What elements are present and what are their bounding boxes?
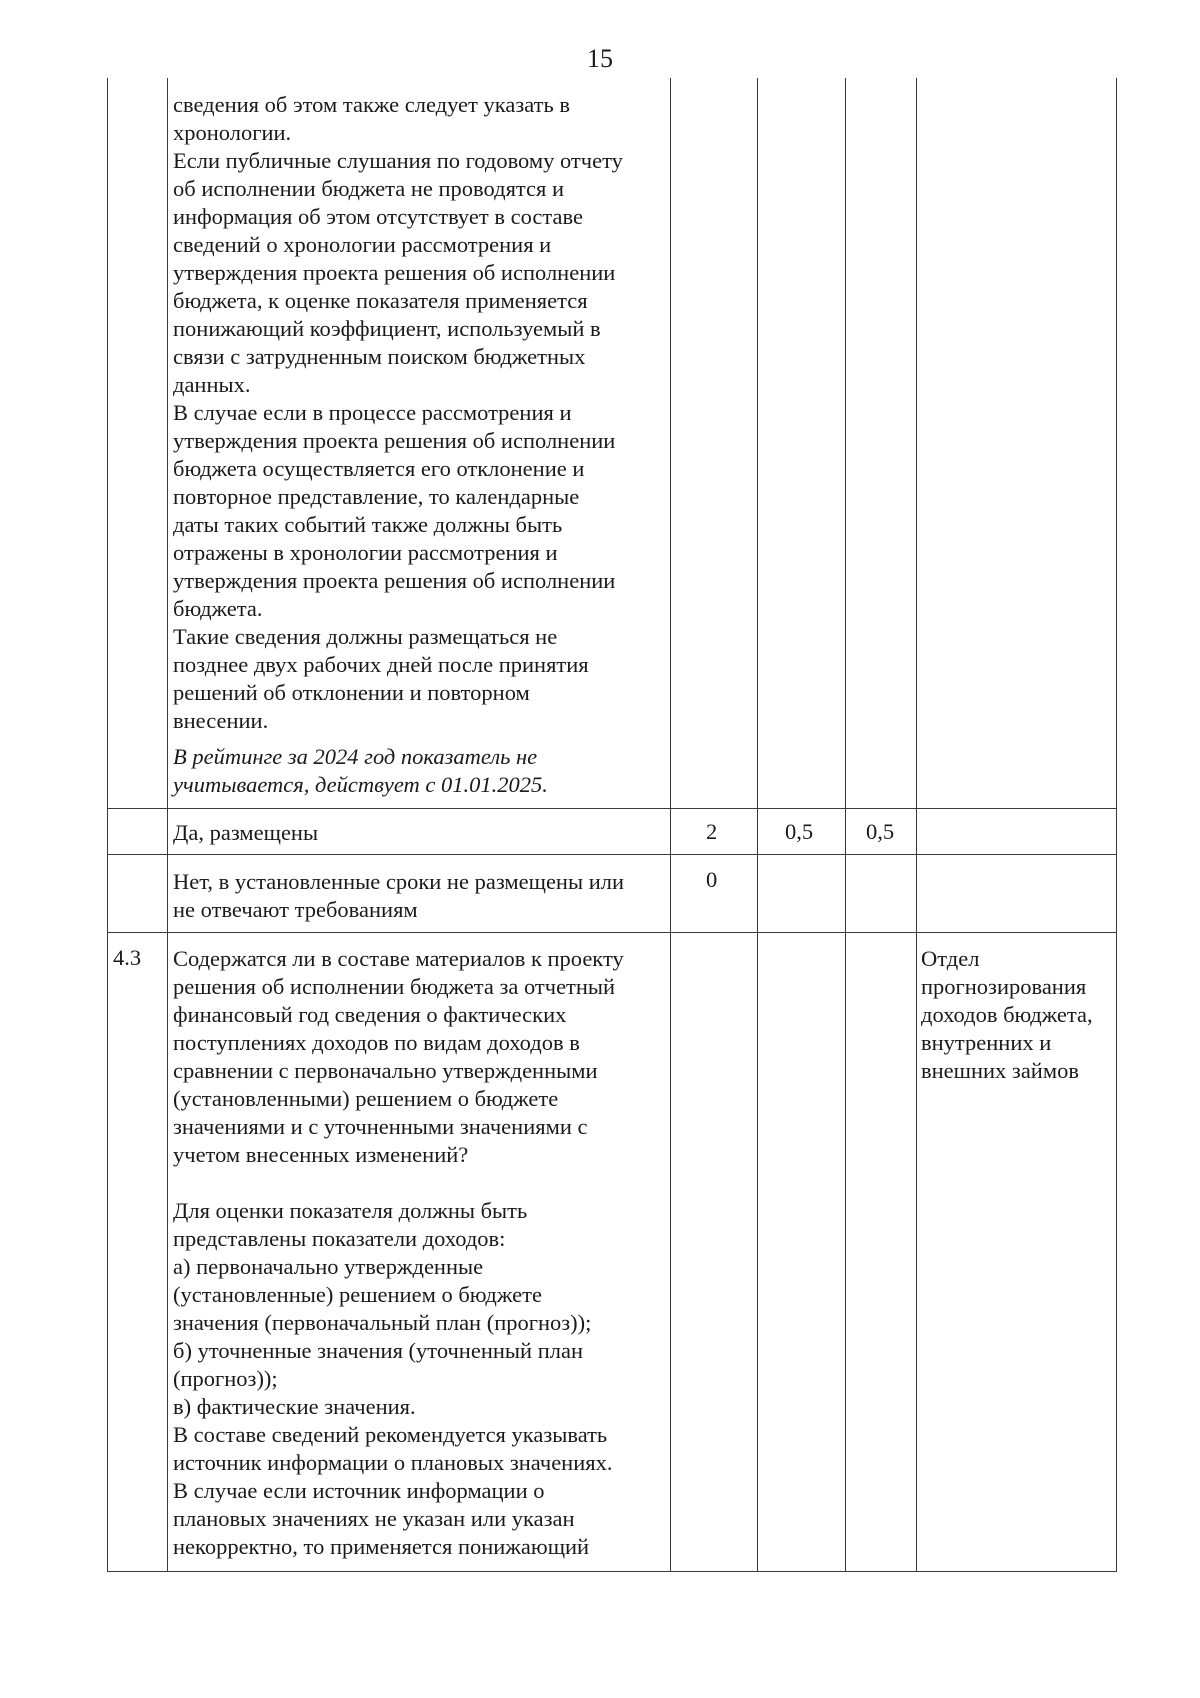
table-column-divider — [167, 78, 168, 1572]
table-column-divider — [670, 78, 671, 1572]
table-column-divider — [916, 78, 917, 1572]
table-column-divider — [757, 78, 758, 1572]
table-border-left — [107, 78, 108, 1572]
coefficient-value: 0,5 — [785, 819, 814, 844]
table-row-divider — [107, 932, 1117, 933]
score-value: 2 — [706, 819, 718, 844]
table-column-divider — [845, 78, 846, 1572]
table-row-divider — [107, 854, 1117, 855]
indicator-note: В рейтинге за 2024 год показатель не учитывается, действует с 01.01.2025. — [173, 744, 548, 797]
coefficient-value: 0,5 — [866, 819, 895, 844]
answer-option-no: Нет, в установленные сроки не размещены или не отвечают требованиям — [173, 869, 625, 922]
table-border-bottom — [107, 1571, 1117, 1572]
table-row-divider — [107, 808, 1117, 809]
table-border-right — [1116, 78, 1117, 1572]
score-value: 0 — [706, 867, 718, 892]
indicator-description: сведения об этом также следует указать в хронологии. Если публичные слушания по годовому отчету об исполнении бюджета не проводятся и информация об этом отсутствует в составе сведений о хронологии рассмотрения и утверждения проекта решения об исполнении бюджета, к оценке показателя применяется понижающий коэффициент, используемый в связи с затрудненным поиском бюджетных данных. В случае если в процессе рассмотрения и утверждения проекта решения об исполнении бюджета осуществляется его отклонение и повторное представление, то календарные даты таких событий также должны быть отражены в хронологии рассмотрения и утверждения проекта решения об исполнении бюджета. Такие сведения должны размещаться не позднее двух рабочих дней после принятия решений об отклонении и повторном внесении. — [173, 92, 623, 733]
indicator-details: Для оценки показателя должны быть представлены показатели доходов: а) первоначально утвержденные (установленные) решением о бюджете значения (первоначальный план (прогноз)); б) уточненные значения (уточненный план (прогноз)); в) фактические значения. В составе сведений рекомендуется указывать источник информации о плановых значениях. В случае если источник информации о плановых значениях не указан или указан некорректно, то применяется понижающий — [173, 1198, 613, 1559]
answer-option-yes: Да, размещены — [173, 820, 319, 845]
indicator-number: 4.3 — [113, 945, 142, 970]
indicator-question: Содержатся ли в составе материалов к проекту решения об исполнении бюджета за отчетный финансовый год сведения о фактических поступлениях доходов по видам доходов в сравнении с первоначально утвержденными (установленными) решением о бюджете значениями и с уточненными значениями с учетом внесенных изменений? — [173, 946, 624, 1167]
page-number: 15 — [587, 44, 613, 73]
responsible-department: Отдел прогнозирования доходов бюджета, внутренних и внешних займов — [921, 946, 1093, 1083]
